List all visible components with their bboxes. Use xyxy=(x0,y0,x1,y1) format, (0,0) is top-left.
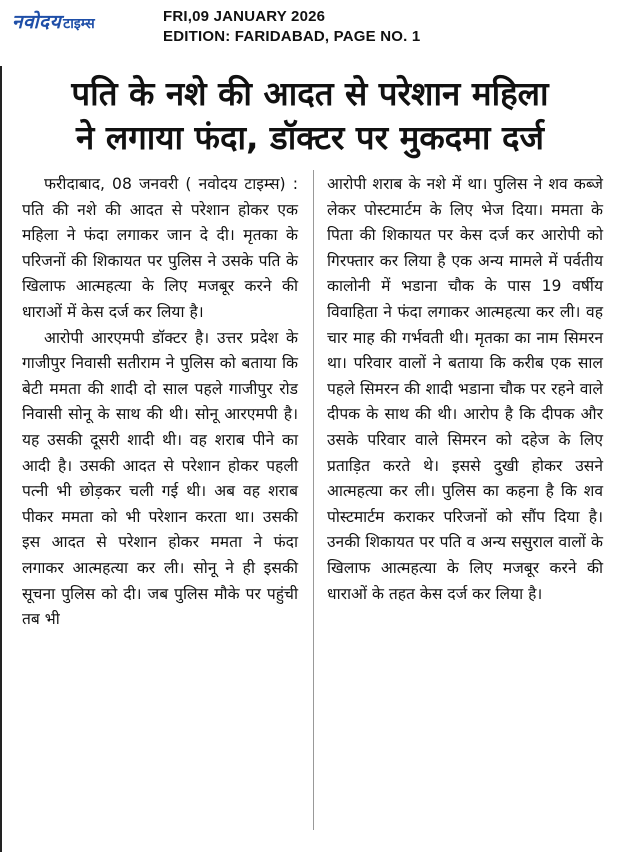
headline-line-1: पति के नशे की आदत से परेशान महिला xyxy=(71,74,549,113)
article-column-left xyxy=(22,172,298,633)
edition-info xyxy=(163,7,420,47)
publication-date: FRI,09 JANUARY 2026 xyxy=(163,8,326,25)
paragraph: फरीदाबाद, 08 जनवरी ( नवोदय टाइम्स) : पति की नशे की आदत से परेशान होकर एक महिला ने फंदा लगाकर जान दे दी। मृतका के परिजनों की शिकायत पर पुलिस ने उसके पति के खिलाफ आत्महत्या के लिए मजबूर करने की धाराओं में केस दर्ज कर लिया है। xyxy=(22,175,298,321)
news-article xyxy=(0,60,621,846)
logo-main-text: नवोदय xyxy=(12,11,62,33)
newspaper-logo[interactable] xyxy=(12,8,95,32)
article-headline xyxy=(20,72,600,160)
masthead xyxy=(0,0,621,56)
paragraph: आरोपी आरएमपी डॉक्टर है। उत्तर प्रदेश के गाजीपुर निवासी सतीराम ने पुलिस को बताया कि बेटी ममता की शादी दो साल पहले गाजीपुर रोड निवासी सोनू के साथ की थी। सोनू आरएमपी है। यह उसकी दूसरी शादी थी। वह शराब पीने का आदी है। उसकी आदत से परेशान होकर पहली पत्नी भी छोड़कर चली गई थी। अब वह शराब पीकर ममता को भी परेशान करता था। उसकी इस आदत से परेशान होकर ममता ने फंदा लगाकर आत्महत्या कर ली। सोनू ने ही इसकी सूचना पुलिस को दी। जब पुलिस मौके पर पहुंची तब भी xyxy=(22,328,298,629)
column-divider xyxy=(313,170,314,830)
headline-line-2: ने लगाया फंदा, डॉक्टर पर मुकदमा दर्ज xyxy=(76,118,544,157)
edition-page: EDITION: FARIDABAD, PAGE NO. 1 xyxy=(163,28,421,45)
paragraph: आरोपी शराब के नशे में था। पुलिस ने शव कब्जे लेकर पोस्टमार्टम के लिए भेज दिया। ममता के पिता की शिकायत पर केस दर्ज कर आरोपी को गिरफ्तार कर लिया है एक अन्य मामले में पर्वतीय कालोनी में भडाना चौक के पास 19 वर्षीय विवाहिता ने फंदा लगाकर आत्महत्या कर ली। वह चार माह की गर्भवती थी। मृतका का नाम सिमरन था। परिवार वालों ने बताया कि करीब एक साल पहले सिमरन की शादी भडाना चौक पर रहने वाले दीपक के साथ की थी। आरोप है कि दीपक और उसके परिवार वाले सिमरन को दहेज के लिए प्रताड़ित करते थे। इससे दुखी होकर उसने आत्महत्या कर ली। पुलिस का कहना है कि शव पोस्टमार्टम कराकर परिजनों को सौंप दिया है। उनकी शिकायत पर पति व अन्य ससुराल वालों के खिलाफ आत्महत्या के लिए मजबूर करने की धाराओं के तहत केस दर्ज कर लिया है। xyxy=(327,175,603,603)
article-column-right xyxy=(327,172,603,607)
logo-sub-text: टाइम्स xyxy=(63,16,95,32)
